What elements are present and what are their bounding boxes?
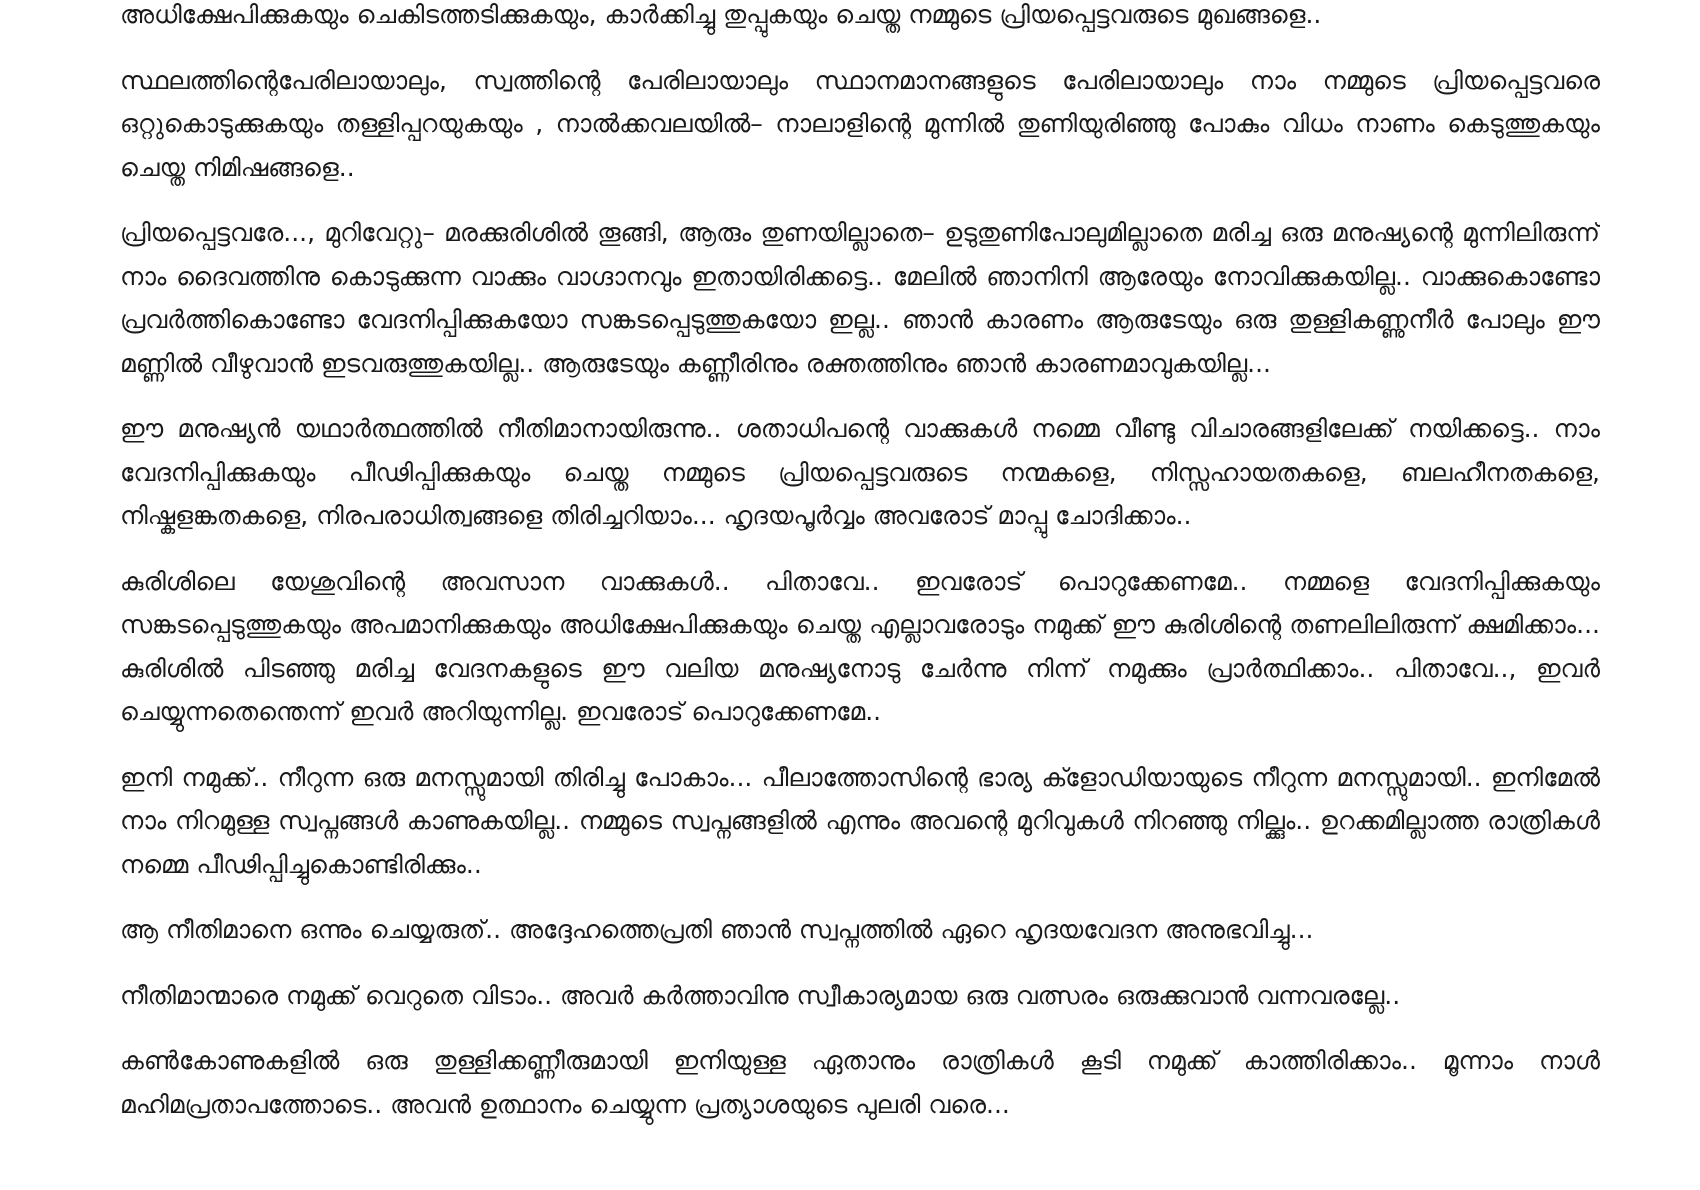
- paragraph-7: ആ നീതിമാനെ ഒന്നും ചെയ്യരുത്.. അദ്ദേഹത്തെപ്രതി ഞാൻ സ്വപ്നത്തിൽ ഏറെ ഹൃദയവേദന അനുഭവിച്ചു...: [120, 915, 1314, 944]
- document-page: [120, 0, 1600, 1190]
- paragraph-6: ഇനി നമുക്ക്.. നീറുന്ന ഒരു മനസ്സുമായി തിരിച്ചു പോകാം... പീലാത്തോസിന്റെ ഭാര്യ ക്ളോഡിയായുടെ നീറുന്ന മനസ്സുമായി.. ഇനിമേൽ നാം നിറമുള്ള സ്വപ്നങ്ങൾ കാണുകയില്ല.. നമ്മുടെ സ്വപ്നങ്ങളിൽ എന്നും അവന്റെ മുറിവുകൾ നിറഞ്ഞു നില്ക്കും.. ഉറക്കമില്ലാത്ത രാത്രികൾ നമ്മെ പീഢിപ്പിച്ചുകൊണ്ടിരിക്കും..: [120, 762, 1600, 879]
- paragraph-2: സ്ഥലത്തിന്റെപേരിലായാലും, സ്വത്തിന്റെ പേരിലായാലും സ്ഥാനമാനങ്ങളുടെ പേരിലായാലും നാം നമ്മുടെ പ്രിയപ്പെട്ടവരെ ഒറ്റുകൊടുക്കുകയും തള്ളിപ്പറയുകയും , നാൽക്കവലയിൽ– നാലാളിന്റെ മുന്നിൽ തുണിയുരിഞ്ഞു പോകും വിധം നാണം കെടുത്തുകയും ചെയ്ത നിമിഷങ്ങളെ..: [120, 65, 1600, 182]
- paragraph-gap: [120, 734, 1600, 756]
- paragraph-9: കൺകോണുകളിൽ ഒരു തുള്ളിക്കണ്ണീരുമായി ഇനിയുള്ള ഏതാനും രാത്രികൾ കൂടി നമുക്ക് കാത്തിരിക്കാം.. മൂന്നാം നാൾ മഹിമപ്രതാപത്തോടെ.. അവൻ ഉത്ഥാനം ചെയ്യുന്ന പ്രത്യാശയുടെ പുലരി വരെ...: [120, 1046, 1600, 1119]
- paragraph-gap: [120, 952, 1600, 974]
- paragraph-4: ഈ മനുഷ്യൻ യഥാർത്ഥത്തിൽ നീതിമാനായിരുന്നു.. ശതാധിപന്റെ വാക്കുകൾ നമ്മെ വീണ്ടു വിചാരങ്ങളിലേക്ക് നയിക്കട്ടെ.. നാം വേദനിപ്പിക്കുകയും പീഢിപ്പിക്കുകയും ചെയ്ത നമ്മുടെ പ്രിയപ്പെട്ടവരുടെ നന്മകളെ, നിസ്സഹായതകളെ, ബലഹീനതകളെ, നിഷ്കളങ്കതകളെ, നിരപരാധിത്വങ്ങളെ തിരിച്ചറിയാം... ഹൃദയപൂർവ്വം അവരോട് മാപ്പു ചോദിക്കാം..: [120, 414, 1600, 530]
- paragraph-gap: [120, 37, 1600, 59]
- paragraph-3: പ്രിയപ്പെട്ടവരേ..., മുറിവേറ്റു– മരക്കുരിശിൽ തൂങ്ങി, ആരും തുണയില്ലാതെ– ഉടുതുണിപോലുമില്ലാതെ മരിച്ച ഒരു മനുഷ്യന്റെ മുന്നിലിരുന്ന് നാം ദൈവത്തിനു കൊടുക്കുന്ന വാക്കും വാഗ്ദാനവും ഇതായിരിക്കട്ടെ.. മേലിൽ ഞാനിനി ആരേയും നോവിക്കുകയില്ല.. വാക്കുകൊണ്ടോ പ്രവർത്തികൊണ്ടോ വേദനിപ്പിക്കുകയോ സങ്കടപ്പെടുത്തുകയോ ഇല്ല.. ഞാൻ കാരണം ആരുടേയും ഒരു തുള്ളികണ്ണുനീർ പോലും ഈ മണ്ണിൽ വീഴുവാൻ ഇടവരുത്തുകയില്ല.. ആരുടേയും കണ്ണീരിനും രക്തത്തിനും ഞാൻ കാരണമാവുകയില്ല...: [120, 218, 1600, 378]
- paragraph-1: അധിക്ഷേപിക്കുകയും ചെകിടത്തടിക്കുകയും, കാർക്കിച്ചു തുപ്പുകയും ചെയ്ത നമ്മുടെ പ്രിയപ്പെട്ടവരുടെ മുഖങ്ങളെ..: [120, 0, 1322, 29]
- paragraph-gap: [120, 1017, 1600, 1039]
- paragraph-5: കുരിശിലെ യേശുവിന്റെ അവസാന വാക്കുകൾ.. പിതാവേ.. ഇവരോട് പൊറുക്കേണമേ.. നമ്മളെ വേദനിപ്പിക്കുകയും സങ്കടപ്പെടുത്തുകയും അപമാനിക്കുകയും അധിക്ഷേപിക്കുകയും ചെയ്ത എല്ലാവരോടും നമുക്ക് ഈ കുരിശിന്റെ തണലിലിരുന്ന് ക്ഷമിക്കാം... കുരിശിൽ പിടഞ്ഞു മരിച്ച വേദനകളുടെ ഈ വലിയ മനുഷ്യനോടു ചേർന്നു നിന്ന് നമുക്കും പ്രാർത്ഥിക്കാം.. പിതാവേ.., ഇവർ ചെയ്യുന്നതെന്തെന്ന് ഇവർ അറിയുന്നില്ല. ഇവരോട് പൊറുക്കേണമേ..: [120, 566, 1600, 726]
- paragraph-gap: [120, 385, 1600, 407]
- paragraph-gap: [120, 538, 1600, 560]
- paragraph-8: നീതിമാന്മാരെ നമുക്ക് വെറുതെ വിടാം.. അവർ കർത്താവിനു സ്വീകാര്യമായ ഒരു വത്സരം ഒരുക്കുവാൻ വന്നവരല്ലേ..: [120, 980, 1401, 1010]
- paragraph-gap: [120, 189, 1600, 211]
- paragraph-gap: [120, 886, 1600, 908]
